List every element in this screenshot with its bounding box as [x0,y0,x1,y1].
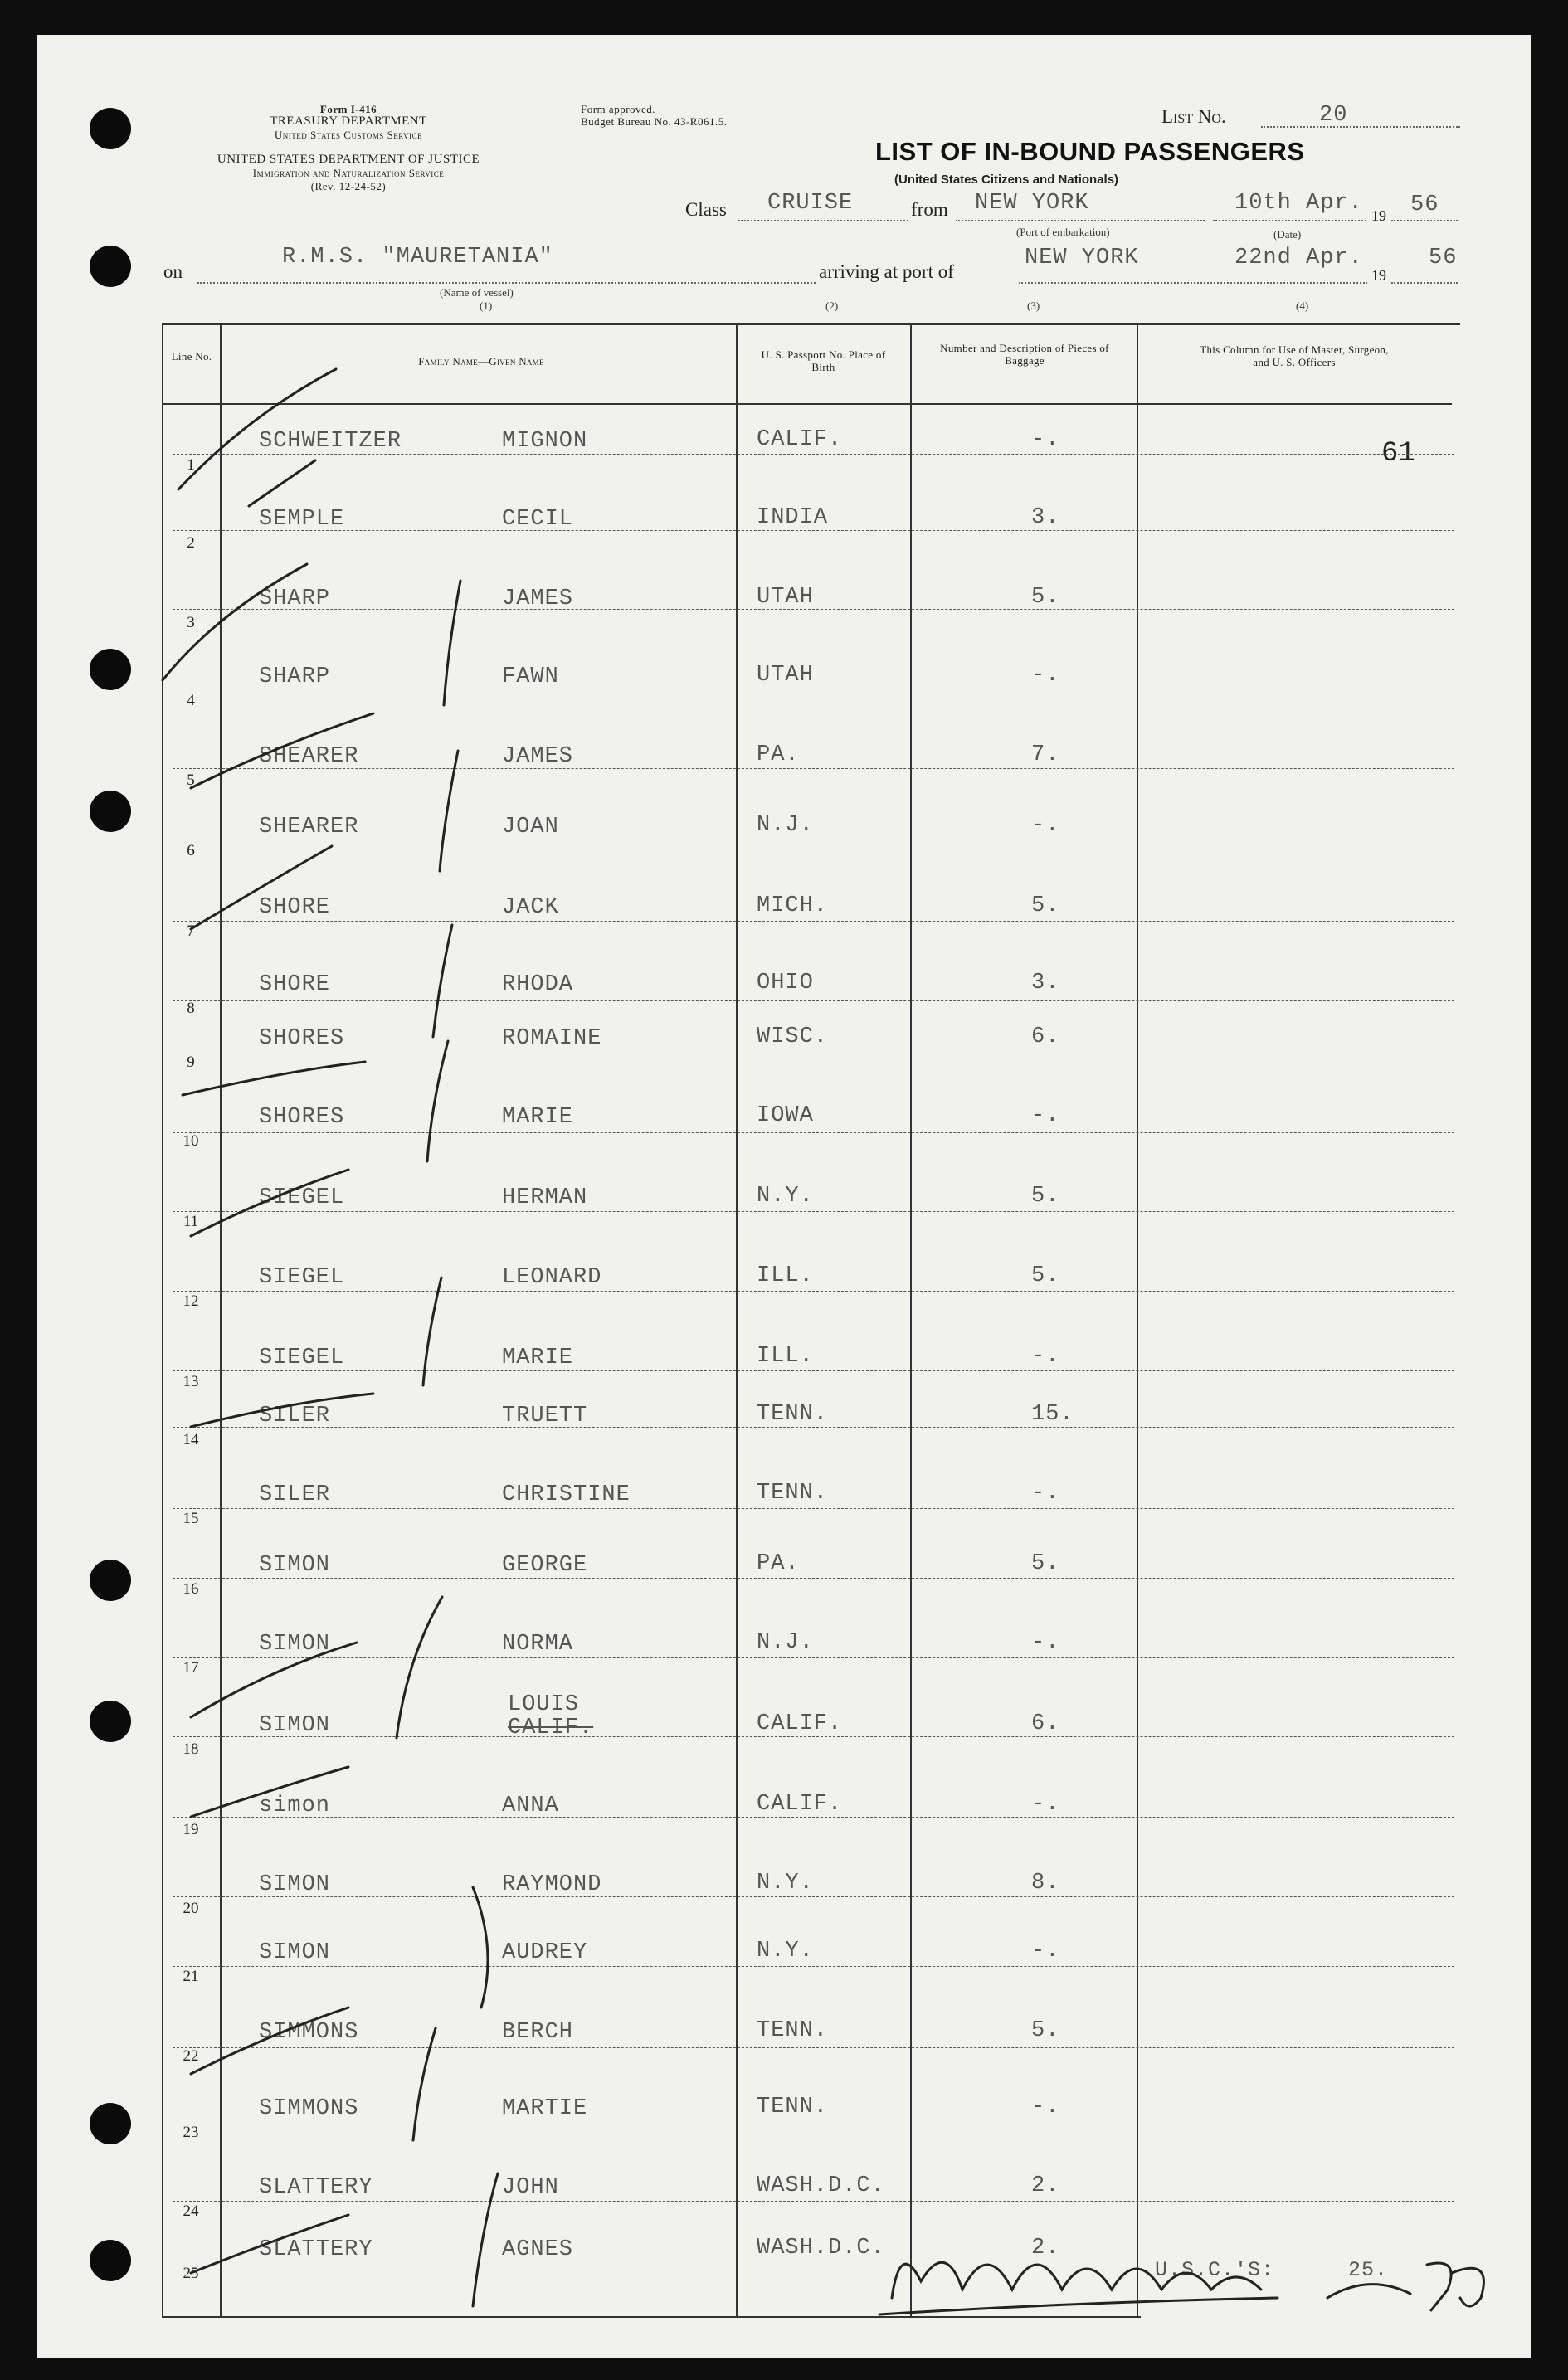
line-number: 6 [187,842,195,859]
col-header-baggage: Number and Description of Pieces of Baggage [940,342,1109,367]
given-name: MIGNON [502,429,588,454]
footer-label: U.S.C.'S: [1155,2258,1275,2282]
family-name: SIMON [259,1940,331,1965]
treasury-dept: TREASURY DEPARTMENT [270,114,427,128]
line-number: 4 [187,692,195,709]
line-number: 5 [187,771,195,789]
col3-number: (3) [1027,299,1040,312]
family-name: SIEGEL [259,1346,345,1370]
baggage-count: 5. [1031,1551,1060,1576]
given-name: AUDREY [502,1940,588,1965]
col-header-passport: U. S. Passport No. Place of Birth [761,348,886,373]
line-number: 20 [183,1900,199,1917]
given-name: MARIE [502,1105,574,1130]
line-number: 1 [187,456,195,474]
line-number: 21 [183,1968,199,1985]
place-of-birth: N.Y. [757,1939,814,1964]
baggage-count: -. [1031,427,1060,452]
on-label: on [163,261,183,282]
line-number: 24 [183,2202,199,2220]
baggage-count: -. [1031,1103,1060,1128]
port-caption: (Port of embarkation) [1016,226,1110,238]
given-name: FAWN [502,664,559,689]
baggage-count: 5. [1031,585,1060,610]
family-name: SIMON [259,1872,331,1897]
place-of-birth: N.J. [757,813,814,838]
page-subtitle: (United States Citizens and Nationals) [894,173,1119,187]
justice-dept: UNITED STATES DEPARTMENT OF JUSTICE [217,153,480,166]
line-number: 9 [187,1054,195,1071]
family-name: SCHWEITZER [259,429,402,454]
family-name: SLATTERY [259,2237,373,2262]
given-name: AGNES [502,2237,574,2262]
baggage-count: 3. [1031,971,1060,995]
line-number: 18 [183,1740,199,1758]
list-label: List No. [1161,106,1226,127]
family-name: SHORE [259,895,331,920]
budget-bureau: Budget Bureau No. 43-R061.5. [581,115,728,128]
baggage-count: 2. [1031,2236,1060,2261]
line-number: 14 [183,1431,199,1448]
family-name: SHARP [259,586,331,611]
place-of-birth: IOWA [757,1103,814,1128]
page-title: LIST OF IN-BOUND PASSENGERS [875,137,1305,166]
approval-note: Form approved. [581,103,656,115]
form-number: Form I-416 [319,103,377,115]
place-of-birth: TENN. [757,1481,829,1506]
baggage-count: -. [1031,1344,1060,1369]
given-name: JAMES [502,586,574,611]
baggage-count: 6. [1031,1025,1060,1049]
col-header-officers: This Column for Use of Master, Surgeon, and U. S. Officers [1200,343,1389,368]
place-of-birth: CALIF. [757,1711,843,1736]
place-of-birth: N.J. [757,1630,814,1655]
family-name: SIMON [259,1713,331,1738]
given-name: CECIL [502,507,574,532]
baggage-count: -. [1031,1630,1060,1655]
family-name: SILER [259,1404,331,1428]
given-name-struck: CALIF. [508,1716,594,1740]
date-caption: (Date) [1273,228,1302,241]
place-of-birth: TENN. [757,2095,829,2120]
baggage-count: 5. [1031,893,1060,918]
family-name: SLATTERY [259,2175,373,2200]
place-of-birth: OHIO [757,971,814,995]
place-of-birth: WASH.D.C. [757,2173,885,2198]
place-of-birth: N.Y. [757,1184,814,1209]
line-number: 22 [183,2047,199,2065]
line-number: 17 [183,1659,199,1677]
given-name: JOHN [502,2175,559,2200]
col4-number: (4) [1296,299,1309,312]
given-name: MARTIE [502,2096,588,2121]
footer-value: 25. [1348,2258,1389,2282]
baggage-count: -. [1031,1792,1060,1817]
col-header-name: Family Name—Given Name [418,355,544,367]
place-of-birth: CALIF. [757,427,843,452]
place-of-birth: MICH. [757,893,829,918]
line-number: 13 [183,1373,199,1390]
from-value: NEW YORK [975,191,1089,216]
vessel-name: R.M.S. "MAURETANIA" [282,245,553,270]
officer-note: 61 [1381,438,1415,470]
family-name: SHEARER [259,744,359,769]
col-header-line-no: Line No. [171,350,212,363]
family-name: simon [259,1794,331,1818]
place-of-birth: INDIA [757,505,829,530]
given-name: RAYMOND [502,1872,602,1897]
family-name: SIEGEL [259,1185,345,1210]
arrival-port: NEW YORK [1025,246,1139,270]
place-of-birth: CALIF. [757,1792,843,1817]
given-name: BERCH [502,2020,574,2045]
given-name: JAMES [502,744,574,769]
line-number: 7 [187,922,195,940]
given-name: CHRISTINE [502,1482,631,1507]
line-number: 16 [183,1580,199,1598]
place-of-birth: WISC. [757,1025,829,1049]
customs-service: United States Customs Service [274,129,423,141]
baggage-count: -. [1031,1939,1060,1964]
given-name: JACK [502,895,559,920]
family-name: SIMMONS [259,2096,359,2121]
depart-year: 56 [1410,192,1439,217]
baggage-count: 3. [1031,505,1060,530]
place-of-birth: PA. [757,742,800,767]
class-value: CRUISE [767,191,854,216]
place-of-birth: ILL. [757,1263,814,1288]
baggage-count: -. [1031,663,1060,688]
col1-number: (1) [480,299,493,312]
arrival-year: 56 [1429,246,1458,270]
baggage-count: -. [1031,813,1060,838]
given-name: GEORGE [502,1553,588,1578]
family-name: SIMMONS [259,2020,359,2045]
depart-date: 10th Apr. [1234,191,1363,216]
given-name: LOUIS [508,1692,580,1717]
given-name: RHODA [502,972,574,997]
baggage-count: -. [1031,1481,1060,1506]
given-name: NORMA [502,1632,574,1657]
place-of-birth: TENN. [757,1402,829,1427]
given-name: JOAN [502,815,559,840]
line-number: 8 [187,1000,195,1017]
line-number: 12 [183,1292,199,1310]
given-name: ANNA [502,1794,559,1818]
place-of-birth: WASH.D.C. [757,2236,885,2261]
given-name: LEONARD [502,1265,602,1290]
place-of-birth: TENN. [757,2018,829,2043]
col2-number: (2) [825,299,839,312]
line-number: 19 [183,1821,199,1838]
family-name: SIMON [259,1553,331,1578]
baggage-count: 5. [1031,1184,1060,1209]
arrival-date: 22nd Apr. [1234,246,1363,270]
place-of-birth: UTAH [757,585,814,610]
baggage-count: 7. [1031,742,1060,767]
from-label: from [911,199,948,220]
family-name: SHARP [259,664,331,689]
given-name: MARIE [502,1346,574,1370]
revision: (Rev. 12-24-52) [310,180,387,192]
line-number: 23 [183,2124,199,2141]
line-number: 10 [183,1132,199,1150]
given-name: TRUETT [502,1404,588,1428]
given-name: HERMAN [502,1185,588,1210]
baggage-count: 8. [1031,1871,1060,1896]
baggage-count: 2. [1031,2173,1060,2198]
family-name: SEMPLE [259,507,345,532]
line-number: 2 [187,534,195,552]
family-name: SHEARER [259,815,359,840]
family-name: SIEGEL [259,1265,345,1290]
place-of-birth: PA. [757,1551,800,1576]
year-prefix: 19 [1371,207,1386,224]
baggage-count: 6. [1031,1711,1060,1736]
line-number: 25 [183,2265,199,2282]
family-name: SILER [259,1482,331,1507]
place-of-birth: N.Y. [757,1871,814,1896]
place-of-birth: ILL. [757,1344,814,1369]
line-number: 15 [183,1510,199,1527]
class-label: Class [685,199,727,220]
family-name: SHORES [259,1105,345,1130]
ins-service: Immigration and Naturalization Service [252,167,445,179]
arriving-label: arriving at port of [819,261,954,282]
place-of-birth: UTAH [757,663,814,688]
family-name: SHORES [259,1026,345,1051]
vessel-caption: (Name of vessel) [440,286,514,299]
baggage-count: 5. [1031,1263,1060,1288]
baggage-count: 15. [1031,1402,1074,1427]
baggage-count: 5. [1031,2018,1060,2043]
family-name: SIMON [259,1632,331,1657]
line-number: 11 [183,1213,199,1230]
year-prefix: 19 [1371,267,1386,284]
line-number: 3 [187,614,195,631]
baggage-count: -. [1031,2095,1060,2120]
list-number: 20 [1319,103,1348,128]
family-name: SHORE [259,972,331,997]
given-name: ROMAINE [502,1026,602,1051]
